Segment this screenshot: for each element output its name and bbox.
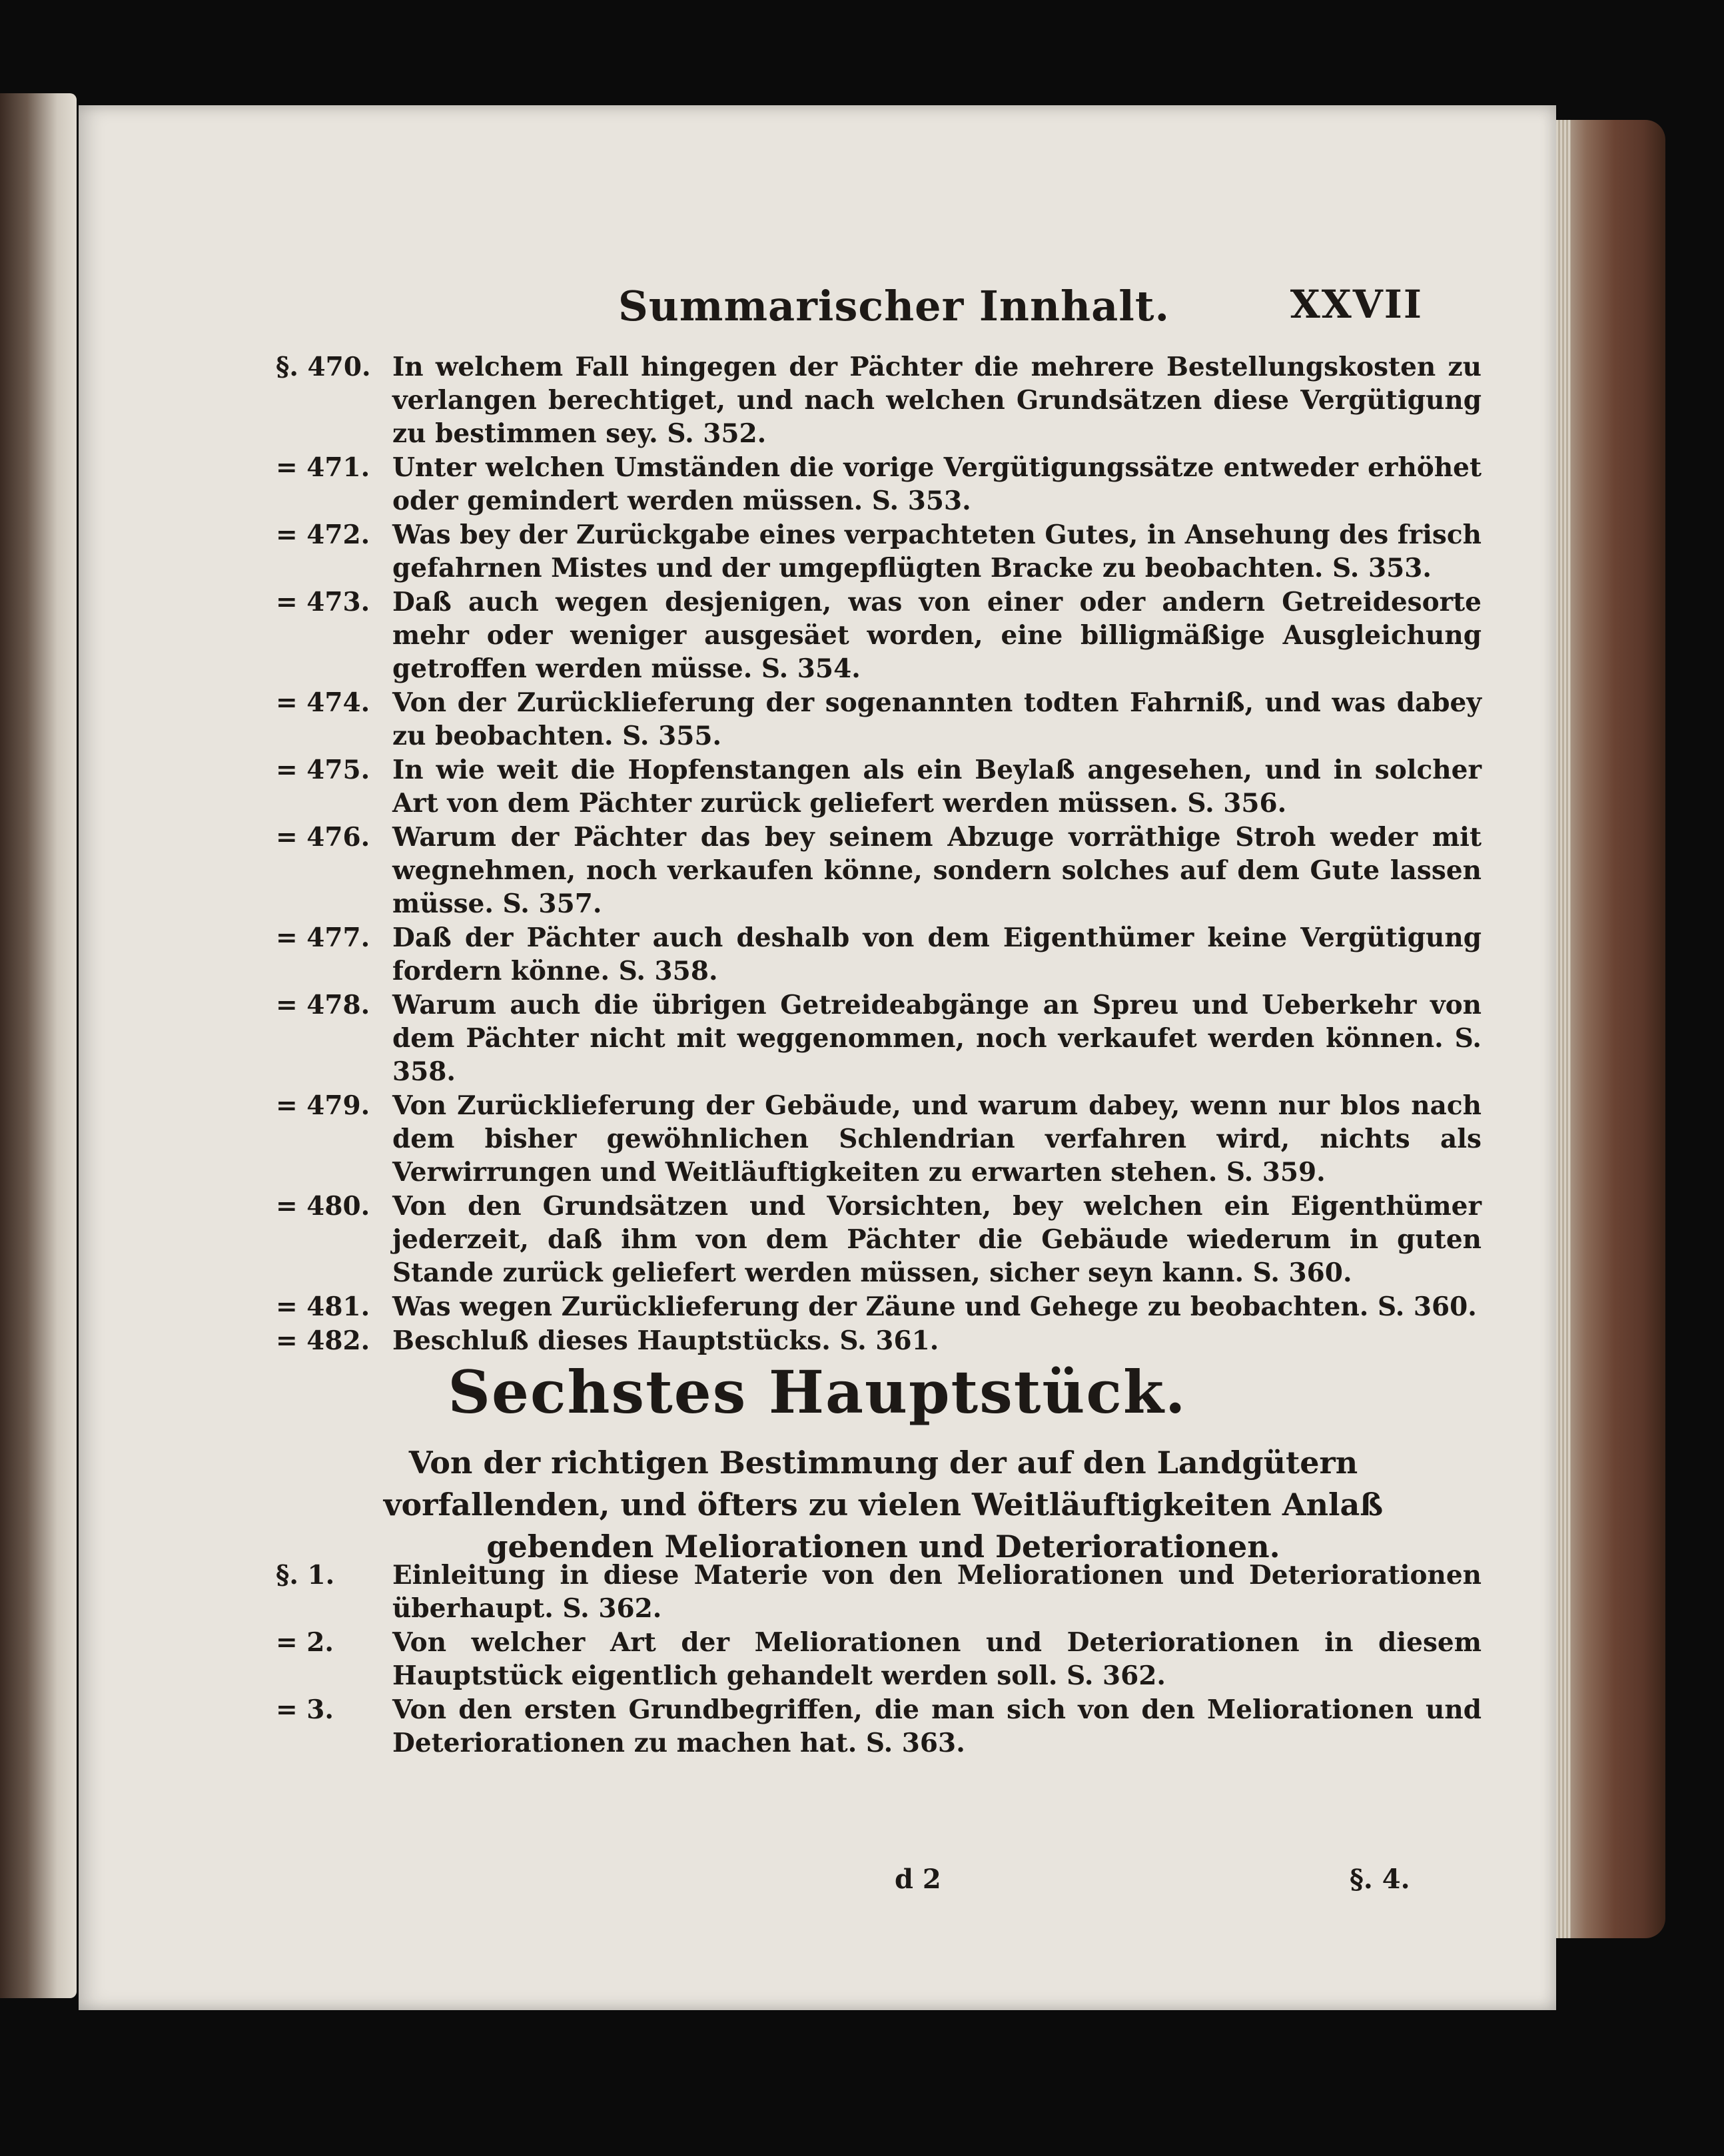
entry-471 <box>276 451 1482 518</box>
entry-number: = 482. <box>276 1325 370 1356</box>
chapter-title: Sechstes Hauptstück. <box>448 1357 1187 1427</box>
running-header <box>79 282 1556 335</box>
entry-number: = 480. <box>276 1191 370 1222</box>
header-title: Summarischer Innhalt. <box>618 282 1170 330</box>
entry-number: = 477. <box>276 922 370 953</box>
entry-472 <box>276 518 1482 585</box>
entry-text: Von Zurücklieferung der Gebäude, und warum dabey, wenn nur blos nach dem bisher gewöhnlichen Schlendrian verfahren wird, nichts als Verwirrungen und Weitläuftigkeiten zu erwarten stehen. S. 359. <box>392 1090 1482 1188</box>
entry-text: Von welcher Art der Meliorationen und Deteriorationen in diesem Hauptstück eigentlich gehandelt werden soll. S. 362. <box>392 1627 1482 1691</box>
entry-number: = 472. <box>276 520 370 550</box>
entry-474 <box>276 686 1482 753</box>
entry-number: §. 1. <box>276 1560 335 1591</box>
chapter-subtitle: Von der richtigen Bestimmung der auf den Landgütern vorfallenden, und öfters zu vielen Weitläuftigkeiten Anlaß gebenden Meliorationen und Deteriorationen. <box>383 1445 1384 1565</box>
entry-number: = 473. <box>276 587 370 617</box>
catchword: §. 4. <box>1350 1864 1410 1895</box>
entry-text: Von den Grundsätzen und Vorsichten, bey welchen ein Eigenthümer jederzeit, daß ihm von dem Pächter die Gebäude wiederum in guten Stande zurück geliefert werden müssen, sicher seyn kann. S. 360. <box>392 1191 1482 1288</box>
entry-text: Daß der Pächter auch deshalb von dem Eigenthümer keine Vergütigung fordern könne. S. 358. <box>392 922 1482 986</box>
entry-number: = 3. <box>276 1694 334 1725</box>
entry-3 <box>276 1693 1482 1760</box>
entry-473 <box>276 585 1482 685</box>
entry-476 <box>276 821 1482 920</box>
entry-number: = 476. <box>276 822 370 853</box>
entry-text: Einleitung in diese Materie von den Meliorationen und Deteriorationen überhaupt. S. 362. <box>392 1560 1482 1624</box>
entry-text: Von den ersten Grundbegriffen, die man sich von den Meliorationen und Deteriorationen zu machen hat. S. 363. <box>392 1694 1482 1758</box>
entry-number: = 471. <box>276 452 370 483</box>
entry-number: = 475. <box>276 755 370 785</box>
entry-number: = 2. <box>276 1627 334 1658</box>
entry-number: = 481. <box>276 1291 370 1322</box>
entry-text: Was wegen Zurücklieferung der Zäune und Gehege zu beobachten. S. 360. <box>392 1291 1477 1322</box>
entry-text: Von der Zurücklieferung der sogenannten todten Fahrniß, und was dabey zu beobachten. S. 355. <box>392 687 1482 751</box>
entries-list-top <box>276 350 1482 1358</box>
entry-text: Beschluß dieses Hauptstücks. S. 361. <box>392 1325 939 1356</box>
book-page <box>79 105 1556 2010</box>
entry-text: Warum der Pächter das bey seinem Abzuge vorräthige Stroh weder mit wegnehmen, noch verkaufen könne, sondern solches auf dem Gute lassen müsse. S. 357. <box>392 822 1482 919</box>
entry-482 <box>276 1324 1482 1357</box>
entry-number: = 478. <box>276 990 370 1020</box>
entry-481 <box>276 1290 1482 1323</box>
signature-mark: d 2 <box>895 1864 941 1895</box>
entry-477 <box>276 921 1482 988</box>
entry-text: In wie weit die Hopfenstangen als ein Beylaß angesehen, und in solcher Art von dem Pächter zurück geliefert werden müssen. S. 356. <box>392 755 1482 819</box>
entry-470 <box>276 350 1482 450</box>
entry-text: In welchem Fall hingegen der Pächter die mehrere Bestellungskosten zu verlangen berechtiget, und nach welchen Grundsätzen diese Vergütigung zu bestimmen sey. S. 352. <box>392 352 1482 449</box>
entry-2 <box>276 1626 1482 1692</box>
left-page-edge <box>0 93 77 1998</box>
entry-text: Was bey der Zurückgabe eines verpachteten Gutes, in Ansehung des frisch gefahrnen Mistes und der umgepflügten Bracke zu beobachten. S. 353. <box>392 520 1482 583</box>
entry-text: Daß auch wegen desjenigen, was von einer oder andern Getreidesorte mehr oder weniger ausgesäet worden, eine billigmäßige Ausgleichung getroffen werden müsse. S. 354. <box>392 587 1482 684</box>
entry-475 <box>276 753 1482 820</box>
entry-480 <box>276 1190 1482 1289</box>
entry-478 <box>276 988 1482 1088</box>
page-footer <box>79 1864 1556 1904</box>
entry-number: §. 470. <box>276 352 371 382</box>
entry-number: = 479. <box>276 1090 370 1121</box>
entry-479 <box>276 1089 1482 1189</box>
entry-text: Warum auch die übrigen Getreideabgänge an Spreu und Ueberkehr von dem Pächter nicht mit weggenommen, noch verkaufet werden können. S. 358. <box>392 990 1482 1087</box>
entry-text: Unter welchen Umständen die vorige Vergütigungssätze entweder erhöhet oder gemindert werden müssen. S. 353. <box>392 452 1482 516</box>
entry-number: = 474. <box>276 687 370 718</box>
entries-list-bottom <box>276 1559 1482 1760</box>
page-number: XXVII <box>1290 282 1423 327</box>
entry-1 <box>276 1559 1482 1625</box>
